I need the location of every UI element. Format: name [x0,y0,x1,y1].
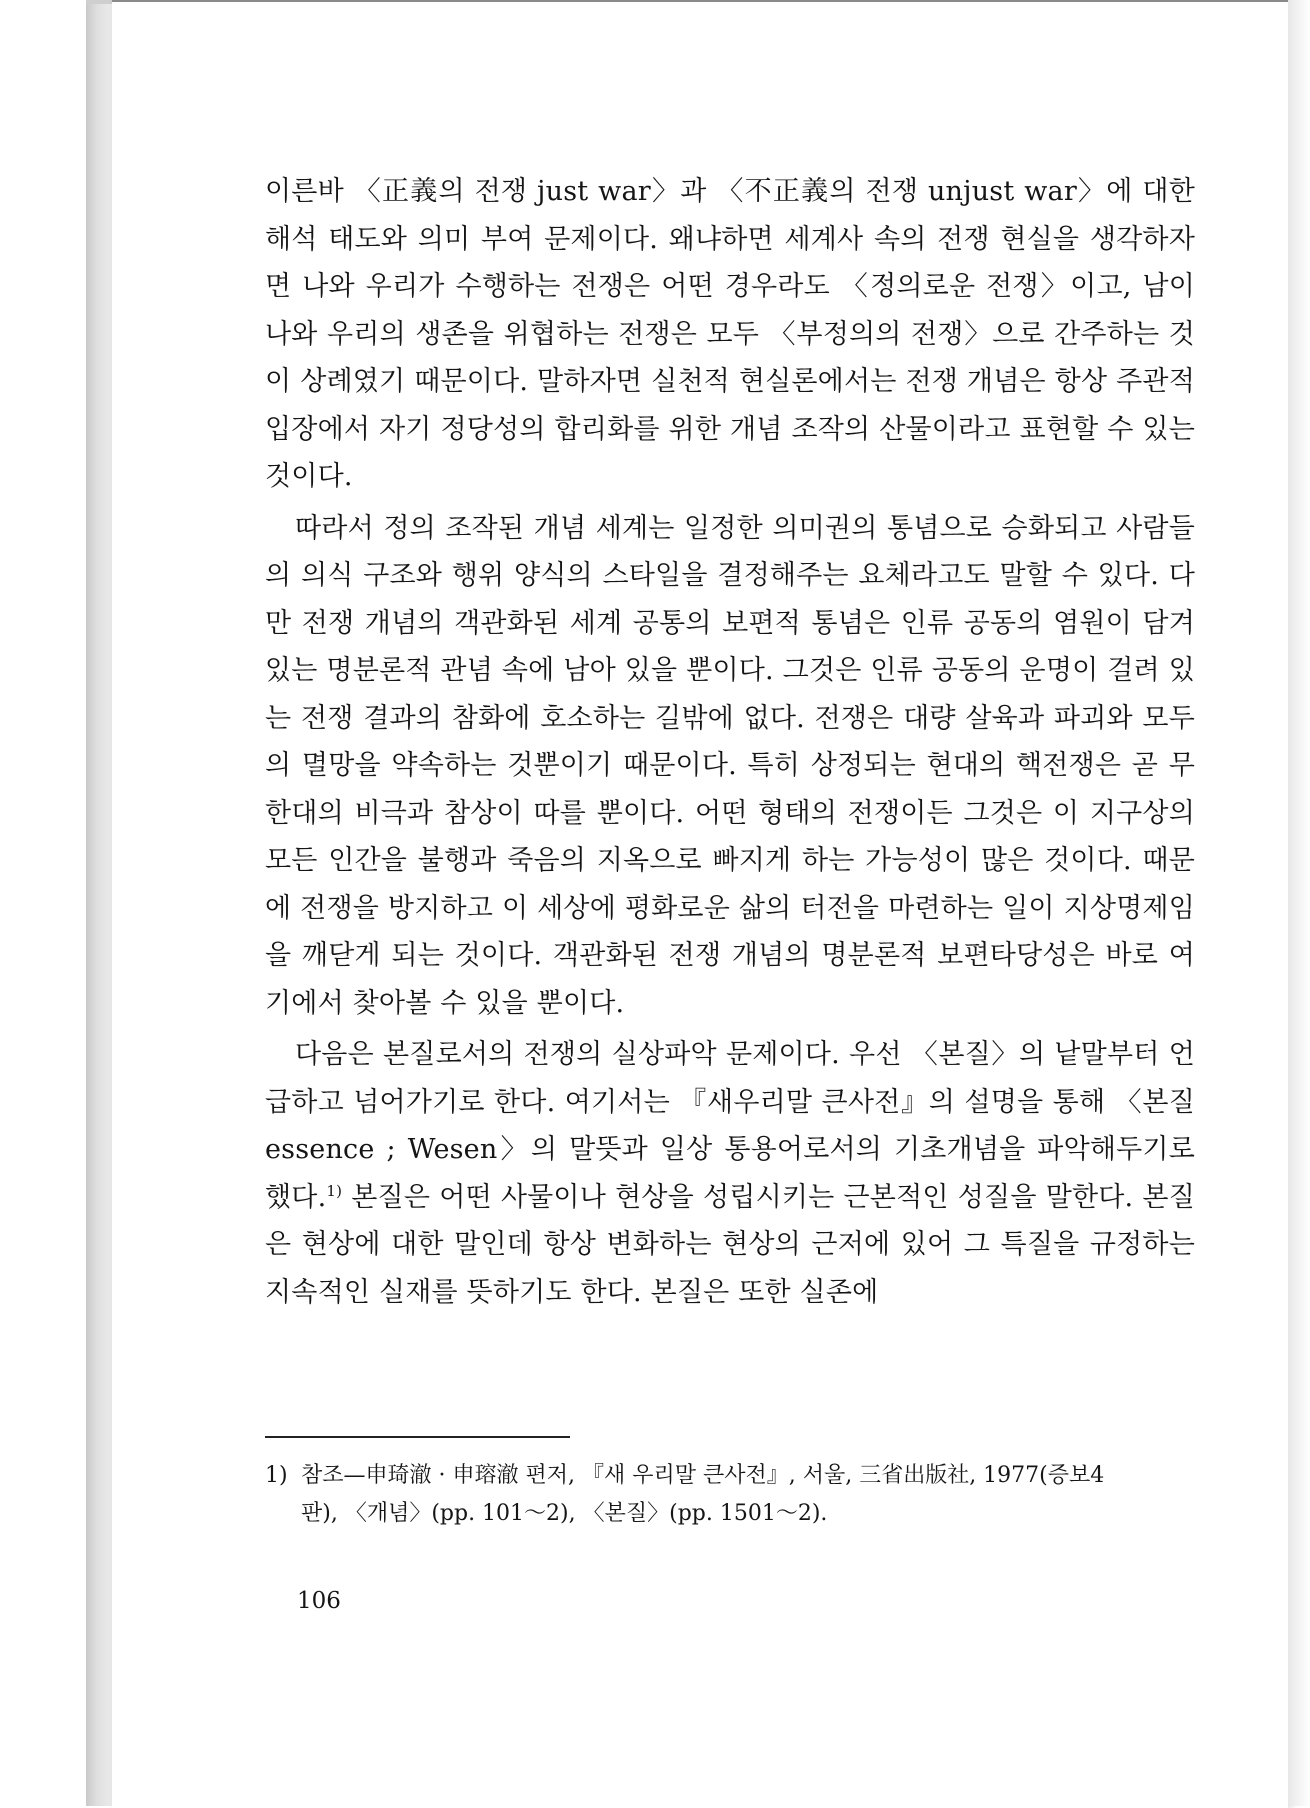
book-spine [86,0,113,1806]
footnote-ref: 1) [326,1181,343,1200]
page-right-edge [1288,0,1310,1806]
paragraph-1: 이른바 〈正義의 전쟁 just war〉과 〈不正義의 전쟁 unjust war〉에 대한 해석 태도와 의미 부여 문제이다. 왜냐하면 세계사 속의 전쟁 현실을 생각하자면 나와 우리가 수행하는 전쟁은 어떤 경우라도 〈정의로운 전쟁〉이고, 남이 나와 우리의 생존을 위협하는 전쟁은 모두 〈부정의의 전쟁〉으로 간주하는 것이 상례였기 때문이다. 말하자면 실천적 현실론에서는 전쟁 개념은 항상 주관적 입장에서 자기 정당성의 합리화를 위한 개념 조작의 산물이라고 표현할 수 있는 것이다. [265,176,1195,492]
footnote-number: 1) [265,1463,288,1488]
body-text [265,168,1195,1316]
footnote-divider [265,1436,570,1438]
paragraph-2: 따라서 정의 조작된 개념 세계는 일정한 의미권의 통념으로 승화되고 사람들의 의식 구조와 행위 양식의 스타일을 결정해주는 요체라고도 말할 수 있다. 다만 전쟁 개념의 객관화된 세계 공통의 보편적 통념은 인류 공동의 염원이 담겨 있는 명분론적 관념 속에 남아 있을 뿐이다. 그것은 인류 공동의 운명이 걸려 있는 전쟁 결과의 참화에 호소하는 길밖에 없다. 전쟁은 대량 살육과 파괴와 모두의 멸망을 약속하는 것뿐이기 때문이다. 특히 상정되는 현대의 핵전쟁은 곧 무한대의 비극과 참상이 따를 뿐이다. 어떤 형태의 전쟁이든 그것은 이 지구상의 모든 인간을 불행과 죽음의 지옥으로 빠지게 하는 가능성이 많은 것이다. 때문에 전쟁을 방지하고 이 세상에 평화로운 삶의 터전을 마련하는 일이 지상명제임을 깨닫게 되는 것이다. 객관화된 전쟁 개념의 명분론적 보편타당성은 바로 여기에서 찾아볼 수 있을 뿐이다. [265,512,1195,1019]
paragraph-3 [265,1031,1195,1316]
footnote [265,1457,1195,1533]
footnote-line-2: 판), 〈개념〉(pp. 101～2), 〈본질〉(pp. 1501～2). [301,1501,828,1526]
page-number: 106 [297,1588,341,1614]
paragraph-3-text-before: 다음은 본질로서의 전쟁의 실상파악 문제이다. 우선 〈본질〉의 낱말부터 언급하고 넘어가기로 한다. 여기서는 『새우리말 큰사전』의 설명을 통해 〈본질 essence ; Wesen〉의 말뜻과 일상 통용어로서의 기초개념을 파악해두기로 했다. [265,1039,1195,1213]
footnote-line-1: 참조—申琦澈 · 申瑢澈 편저, 『새 우리말 큰사전』, 서울, 三省出版社, 1977(증보4 [301,1463,1105,1488]
paragraph-3-text-after: 본질은 어떤 사물이나 현상을 성립시키는 근본적인 성질을 말한다. 본질은 현상에 대한 말인데 항상 변화하는 현상의 근저에 있어 그 특질을 규정하는 지속적인 실재를 뜻하기도 한다. 본질은 또한 실존에 [265,1181,1195,1308]
